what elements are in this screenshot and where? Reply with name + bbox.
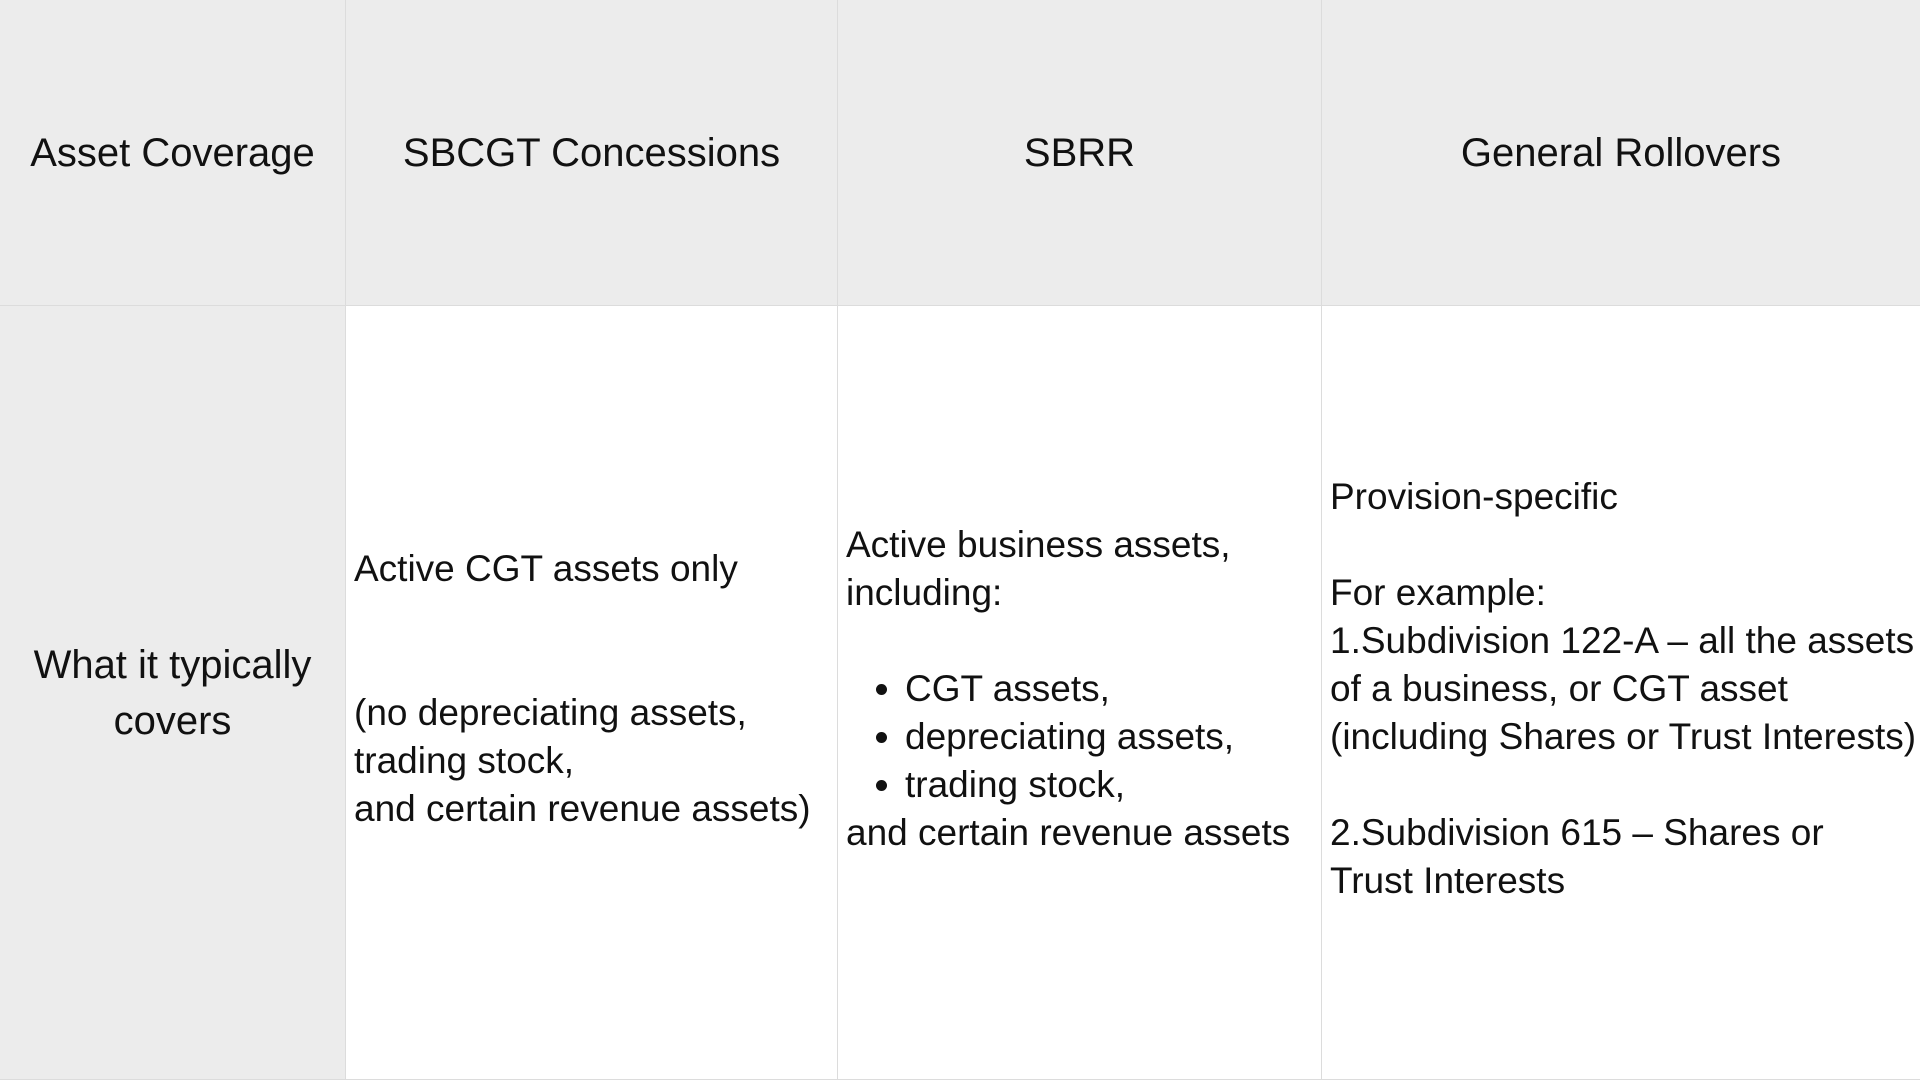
- general-item1-line: (including Shares or Trust Interests): [1330, 715, 1917, 757]
- header-sbcgt-concessions: [346, 0, 838, 306]
- general-line: Provision-specific: [1330, 475, 1618, 517]
- header-asset-coverage: [0, 0, 346, 306]
- general-item2-line: Trust Interests: [1330, 859, 1566, 901]
- sbrr-outro-line: and certain revenue assets: [846, 811, 1291, 853]
- sbcgt-exclusion-line: trading stock,: [354, 739, 575, 781]
- header-sbrr: [838, 0, 1322, 306]
- general-item2-line: 2.Subdivision 615 – Shares or: [1330, 811, 1824, 853]
- cell-sbrr-coverage: [838, 306, 1322, 1080]
- cell-sbcgt-coverage: [346, 306, 838, 1080]
- row-label-what-it-covers: [0, 306, 346, 1080]
- sbcgt-line: Active CGT assets only: [354, 547, 738, 589]
- sbcgt-exclusion-line: (no depreciating assets,: [354, 691, 747, 733]
- list-item: • trading stock,: [905, 761, 1313, 809]
- list-item: • CGT assets,: [905, 665, 1313, 713]
- general-item1-line: of a business, or CGT asset: [1330, 667, 1788, 709]
- cell-general-rollovers-coverage: [1322, 306, 1920, 1080]
- header-label: SBCGT Concessions: [402, 130, 781, 175]
- sbcgt-exclusion-line: and certain revenue assets): [354, 787, 811, 829]
- general-example-label: For example:: [1330, 571, 1546, 613]
- sbrr-intro-line: including:: [846, 571, 1003, 613]
- list-item: • depreciating assets,: [905, 713, 1313, 761]
- row-label: What it typically covers: [33, 642, 312, 743]
- general-item1-line: 1.Subdivision 122-A – all the assets: [1330, 619, 1915, 661]
- header-label: Asset Coverage: [30, 130, 315, 175]
- header-label: General Rollovers: [1460, 130, 1782, 175]
- header-label: SBRR: [1023, 130, 1136, 175]
- sbrr-intro-line: Active business assets,: [846, 523, 1231, 565]
- header-general-rollovers: [1322, 0, 1920, 306]
- sbrr-bullet-list: [846, 665, 1313, 809]
